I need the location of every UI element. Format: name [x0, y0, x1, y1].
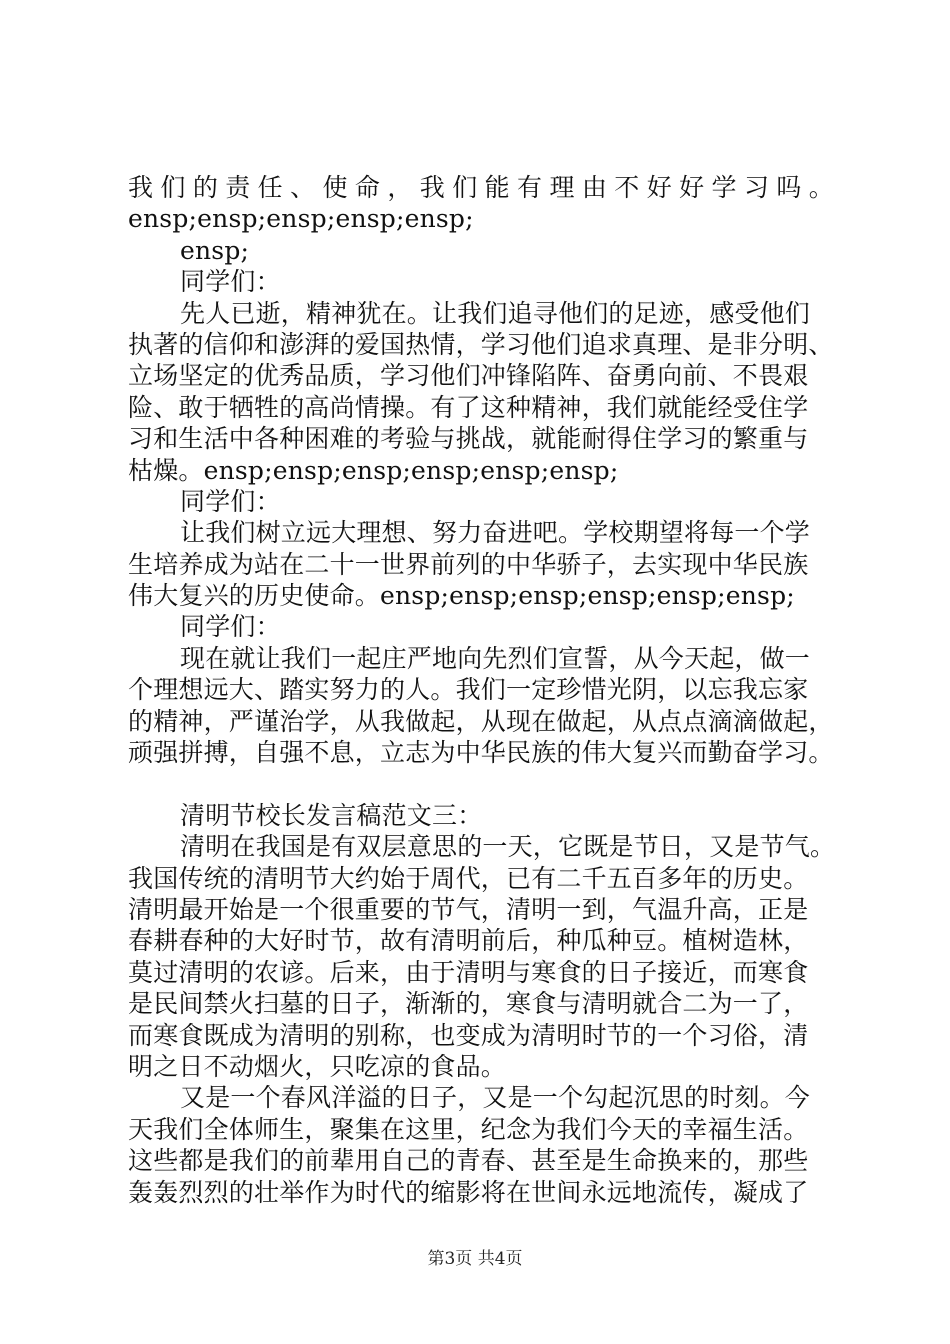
text-line: 春耕春种的大好时节，故有清明前后，种瓜种豆。植树造林， — [128, 926, 809, 956]
text-line: 先人已逝，精神犹在。让我们追寻他们的足迹，感受他们 — [180, 298, 811, 328]
text-line: 明之日不动烟火，只吃凉的食品。 — [128, 1051, 507, 1081]
page-footer: 第3页 共4页 — [427, 1249, 523, 1269]
text-line: 轰轰烈烈的壮举作为时代的缩影将在世间永远地流传，凝成了 — [128, 1177, 809, 1207]
text-line: 伟大复兴的历史使命。ensp;ensp;ensp;ensp;ensp;ensp; — [128, 581, 795, 611]
section-heading: 清明节校长发言稿范文三： — [180, 800, 483, 830]
text-line: 而寒食既成为清明的别称，也变成为清明时节的一个习俗，清 — [128, 1020, 809, 1050]
text-line: 习和生活中各种困难的考验与挑战，就能耐得住学习的繁重与 — [128, 424, 809, 454]
text-line: 天我们全体师生，聚集在这里，纪念为我们今天的幸福生活。 — [128, 1114, 809, 1144]
text-line: 的精神，严谨治学，从我做起，从现在做起，从点点滴滴做起， — [128, 706, 834, 736]
text-line: ensp; — [180, 235, 250, 265]
text-line: 同学们： — [180, 612, 281, 642]
text-line: 我们的责任、使命，我们能有理由不好好学习吗。 — [128, 173, 834, 202]
text-line: 险、敢于牺牲的高尚情操。有了这种精神，我们就能经受住学 — [128, 392, 809, 422]
text-line: 让我们树立远大理想、努力奋进吧。学校期望将每一个学 — [180, 518, 811, 548]
blank-line — [128, 768, 834, 799]
text-line: 莫过清明的农谚。后来，由于清明与寒食的日子接近，而寒食 — [128, 957, 809, 987]
text-line: 同学们： — [180, 486, 281, 516]
text-line: 清明在我国是有双层意思的一天，它既是节日，又是节气。 — [180, 832, 836, 862]
text-line: 清明最开始是一个很重要的节气，清明一到，气温升高，正是 — [128, 894, 809, 924]
text-line: 生培养成为站在二十一世界前列的中华骄子，去实现中华民族 — [128, 549, 809, 579]
text-line: 顽强拼搏，自强不息，立志为中华民族的伟大复兴而勤奋学习。 — [128, 738, 834, 768]
text-line: 我国传统的清明节大约始于周代，已有二千五百多年的历史。 — [128, 863, 809, 893]
text-line: 枯燥。ensp;ensp;ensp;ensp;ensp;ensp; — [128, 455, 619, 485]
text-line: ensp;ensp;ensp;ensp;ensp; — [128, 204, 474, 234]
text-line: 同学们： — [180, 267, 281, 297]
text-line: 立场坚定的优秀品质，学习他们冲锋陷阵、奋勇向前、不畏艰 — [128, 361, 809, 391]
text-line: 个理想远大、踏实努力的人。我们一定珍惜光阴，以忘我忘家 — [128, 675, 809, 705]
text-line: 现在就让我们一起庄严地向先烈们宣誓，从今天起，做一 — [180, 643, 811, 673]
text-line: 是民间禁火扫墓的日子，渐渐的，寒食与清明就合二为一了， — [128, 989, 809, 1019]
text-line: 执著的信仰和澎湃的爱国热情，学习他们追求真理、是非分明、 — [128, 329, 834, 359]
text-line: 又是一个春风洋溢的日子，又是一个勾起沉思的时刻。今 — [180, 1083, 811, 1113]
text-line: 这些都是我们的前辈用自己的青春、甚至是生命换来的，那些 — [128, 1146, 809, 1176]
document-body — [128, 172, 834, 1208]
